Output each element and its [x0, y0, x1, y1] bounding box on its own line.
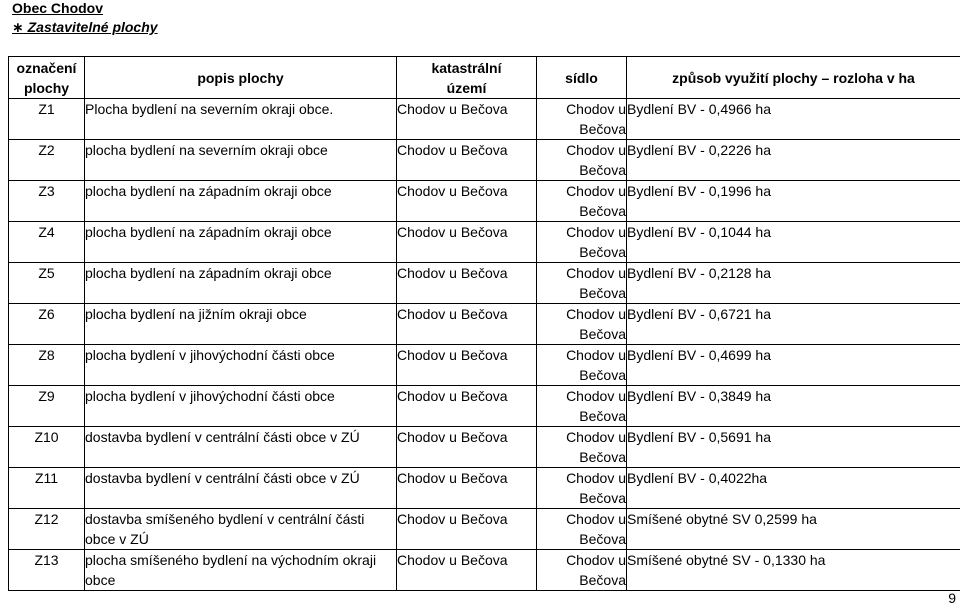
row-cadastral: Chodov u Bečova — [397, 222, 537, 263]
row-code: Z4 — [9, 222, 85, 263]
row-land-use: Bydlení BV - 0,4022ha — [627, 468, 960, 509]
table-row — [9, 550, 960, 591]
row-code: Z6 — [9, 304, 85, 345]
row-cadastral: Chodov u Bečova — [397, 304, 537, 345]
row-description: plocha bydlení v jihovýchodní části obce — [85, 386, 397, 427]
row-settlement: Chodov u Bečova — [537, 304, 627, 345]
table-header-row — [9, 57, 960, 99]
row-cadastral: Chodov u Bečova — [397, 386, 537, 427]
row-description: dostavba bydlení v centrální části obce v ZÚ — [85, 468, 397, 509]
bullet-icon: ∗ — [12, 19, 24, 35]
row-code: Z3 — [9, 181, 85, 222]
row-description: plocha bydlení na severním okraji obce — [85, 140, 397, 181]
row-code: Z1 — [9, 99, 85, 140]
table-row — [9, 140, 960, 181]
row-cadastral: Chodov u Bečova — [397, 263, 537, 304]
header-code: označení plochy — [9, 57, 85, 99]
row-settlement: Chodov u Bečova — [537, 550, 627, 591]
row-cadastral: Chodov u Bečova — [397, 509, 537, 550]
row-land-use: Bydlení BV - 0,4699 ha — [627, 345, 960, 386]
row-code: Z11 — [9, 468, 85, 509]
row-cadastral: Chodov u Bečova — [397, 140, 537, 181]
header-land-use: způsob využití plochy – rozloha v ha — [627, 57, 960, 99]
section-subtitle — [12, 19, 158, 36]
row-description: Plocha bydlení na severním okraji obce. — [85, 99, 397, 140]
table-row — [9, 468, 960, 509]
row-settlement: Chodov u Bečova — [537, 263, 627, 304]
row-description: plocha bydlení na západním okraji obce — [85, 263, 397, 304]
row-code: Z5 — [9, 263, 85, 304]
row-description: plocha bydlení na západním okraji obce — [85, 222, 397, 263]
row-code: Z2 — [9, 140, 85, 181]
row-description: plocha bydlení na jižním okraji obce — [85, 304, 397, 345]
row-cadastral: Chodov u Bečova — [397, 468, 537, 509]
table-row — [9, 181, 960, 222]
row-land-use: Smíšené obytné SV 0,2599 ha — [627, 509, 960, 550]
document-header — [12, 0, 158, 36]
row-code: Z10 — [9, 427, 85, 468]
table-row — [9, 99, 960, 140]
row-settlement: Chodov u Bečova — [537, 99, 627, 140]
row-settlement: Chodov u Bečova — [537, 345, 627, 386]
row-cadastral: Chodov u Bečova — [397, 550, 537, 591]
row-land-use: Bydlení BV - 0,3849 ha — [627, 386, 960, 427]
header-description: popis plochy — [85, 57, 397, 99]
row-description: plocha bydlení v jihovýchodní části obce — [85, 345, 397, 386]
table-row — [9, 222, 960, 263]
row-description: dostavba smíšeného bydlení v centrální části obce v ZÚ — [85, 509, 397, 550]
table-row — [9, 345, 960, 386]
row-code: Z12 — [9, 509, 85, 550]
table-row — [9, 427, 960, 468]
row-land-use: Bydlení BV - 0,2128 ha — [627, 263, 960, 304]
row-land-use: Bydlení BV - 0,1996 ha — [627, 181, 960, 222]
row-code: Z8 — [9, 345, 85, 386]
row-land-use: Bydlení BV - 0,5691 ha — [627, 427, 960, 468]
row-land-use: Bydlení BV - 0,4966 ha — [627, 99, 960, 140]
page-title: Obec Chodov — [12, 0, 104, 16]
row-settlement: Chodov u Bečova — [537, 509, 627, 550]
page-number: 9 — [948, 590, 956, 606]
row-cadastral: Chodov u Bečova — [397, 181, 537, 222]
table-row — [9, 304, 960, 345]
subtitle-text: Zastavitelné plochy — [27, 19, 158, 35]
row-settlement: Chodov u Bečova — [537, 427, 627, 468]
row-cadastral: Chodov u Bečova — [397, 99, 537, 140]
row-land-use: Bydlení BV - 0,2226 ha — [627, 140, 960, 181]
row-settlement: Chodov u Bečova — [537, 140, 627, 181]
row-land-use: Smíšené obytné SV - 0,1330 ha — [627, 550, 960, 591]
row-description: plocha smíšeného bydlení na východním okraji obce — [85, 550, 397, 591]
row-description: plocha bydlení na západním okraji obce — [85, 181, 397, 222]
header-cadastral: katastrální území — [397, 57, 537, 99]
areas-table — [8, 56, 960, 591]
row-code: Z9 — [9, 386, 85, 427]
row-settlement: Chodov u Bečova — [537, 468, 627, 509]
row-land-use: Bydlení BV - 0,1044 ha — [627, 222, 960, 263]
row-code: Z13 — [9, 550, 85, 591]
table-row — [9, 386, 960, 427]
table-row — [9, 263, 960, 304]
row-land-use: Bydlení BV - 0,6721 ha — [627, 304, 960, 345]
row-settlement: Chodov u Bečova — [537, 222, 627, 263]
header-settlement: sídlo — [537, 57, 627, 99]
row-settlement: Chodov u Bečova — [537, 386, 627, 427]
row-cadastral: Chodov u Bečova — [397, 345, 537, 386]
row-cadastral: Chodov u Bečova — [397, 427, 537, 468]
row-description: dostavba bydlení v centrální části obce v ZÚ — [85, 427, 397, 468]
row-settlement: Chodov u Bečova — [537, 181, 627, 222]
table-row — [9, 509, 960, 550]
